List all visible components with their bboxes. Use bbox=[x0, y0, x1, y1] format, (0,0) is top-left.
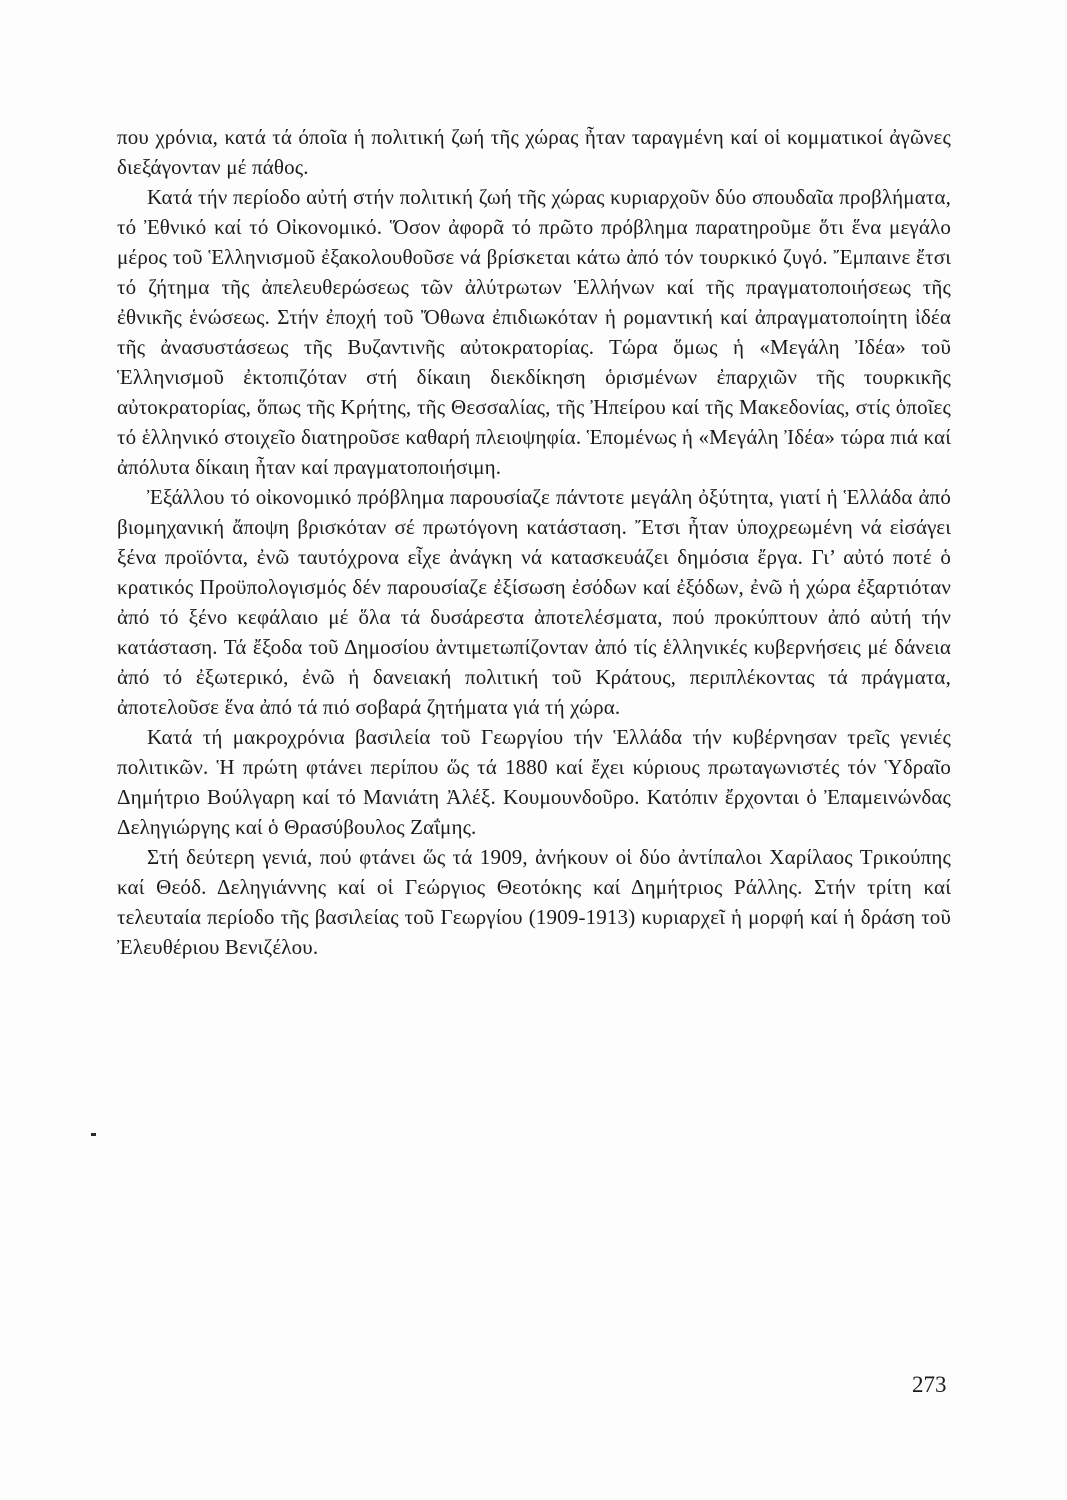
body-text bbox=[117, 122, 951, 962]
page-number: 273 bbox=[912, 1372, 947, 1397]
paragraph-continuation: που χρόνια, κατά τά όποῖα ἡ πολιτική ζωή τῆς χώρας ἦταν ταραγμένη καί οἱ κομματικοί ἀγῶνες διεξάγονταν μέ πάθος. bbox=[117, 125, 951, 179]
paragraph-second-generation: Στή δεύτερη γενιά, πού φτάνει ὥς τά 1909, ἀνήκουν οἱ δύο ἀντίπαλοι Χαρίλαος Τρικούπης καί Θεόδ. Δεληγιάννης καί οἱ Γεώργιος Θεοτόκης καί Δημήτριος Ράλλης. Στήν τρίτη καί τελευταία περίοδο τῆς βασιλείας τοῦ Γεωργίου (1909-1913) κυριαρχεῖ ἡ μορφή καί ἡ δράση τοῦ Ἐλευθέριου Βενιζέλου. bbox=[117, 845, 951, 959]
paragraph-economic-issue: Ἐξάλλου τό οἰκονομικό πρόβλημα παρουσίαζε πάντοτε μεγάλη ὀξύτητα, γιατί ἡ Ἑλλάδα ἀπό βιομηχανική ἄποψη βρισκόταν σέ πρωτόγονη κατάσταση. Ἔτσι ἦταν ὑποχρεωμένη νά εἰσάγει ξένα προϊόντα, ἐνῶ ταυτόχρονα εἶχε ἀνάγκη νά κατασκευάζει δημόσια ἔργα. Γι’ αὐτό ποτέ ὁ κρατικός Προϋπολογισμός δέν παρουσίαζε ἐξίσωση ἐσόδων καί ἐξόδων, ἐνῶ ἡ χώρα ἐξαρτιόταν ἀπό τό ξένο κεφάλαιο μέ ὅλα τά δυσάρεστα ἀποτελέσματα, πού προκύπτουν ἀπό αὐτή τήν κατάσταση. Τά ἔξοδα τοῦ Δημοσίου ἀντιμετωπίζονταν ἀπό τίς ἑλληνικές κυβερνήσεις μέ δάνεια ἀπό τό ἐξωτερικό, ἐνῶ ἡ δανειακή πολιτική τοῦ Κράτους, περιπλέκοντας τά πράγματα, ἀποτελοῦσε ἕνα ἀπό τά πιό σοβαρά ζητήματα γιά τή χώρα. bbox=[117, 485, 951, 719]
paragraph-national-issue: Κατά τήν περίοδο αὐτή στήν πολιτική ζωή τῆς χώρας κυριαρχοῦν δύο σπουδαῖα προβλήματα, τό Ἐθνικό καί τό Οἰκονομικό. Ὅσον ἀφορᾶ τό πρῶτο πρόβλημα παρατηροῦμε ὅτι ἕνα μεγάλο μέρος τοῦ Ἑλληνισμοῦ ἐξακολουθοῦσε νά βρίσκεται κάτω ἀπό τόν τουρκικό ζυγό. Ἔμπαινε ἔτσι τό ζήτημα τῆς ἀπελευθερώσεως τῶν ἀλύτρωτων Ἑλλήνων καί τῆς πραγματοποιήσεως τῆς ἐθνικῆς ἑνώσεως. Στήν ἐποχή τοῦ Ὄθωνα ἐπιδιωκόταν ἡ ρομαντική καί ἀπραγματοποίητη ἰδέα τῆς ἀνασυστάσεως τῆς Βυζαντινῆς αὐτοκρατορίας. Τώρα ὅμως ἡ «Μεγάλη Ἰδέα» τοῦ Ἑλληνισμοῦ ἐκτοπιζόταν στή δίκαιη διεκδίκηση ὁρισμένων ἐπαρχιῶν τῆς τουρκικῆς αὐτοκρατορίας, ὅπως τῆς Κρήτης, τῆς Θεσσαλίας, τῆς Ἠπείρου καί τῆς Μακεδονίας, στίς ὁποῖες τό ἑλληνικό στοιχεῖο διατηροῦσε καθαρή πλειοψηφία. Ἑπομένως ἡ «Μεγάλη Ἰδέα» τώρα πιά καί ἀπόλυτα δίκαιη ἦταν καί πραγματοποιήσιμη. bbox=[117, 185, 951, 479]
stray-ink-mark bbox=[91, 1133, 96, 1136]
paragraph-first-generation: Κατά τή μακροχρόνια βασιλεία τοῦ Γεωργίου τήν Ἑλλάδα τήν κυβέρνησαν τρεῖς γενιές πολιτικῶν. Ἡ πρώτη φτάνει περίπου ὥς τά 1880 καί ἔχει κύριους πρωταγωνιστές τόν Ὑδραῖο Δημήτριο Βούλγαρη καί τό Μανιάτη Ἀλέξ. Κουμουνδοῦρο. Κατόπιν ἔρχονται ὁ Ἐπαμεινώνδας Δεληγιώργης καί ὁ Θρασύβουλος Ζαΐμης. bbox=[117, 725, 951, 839]
